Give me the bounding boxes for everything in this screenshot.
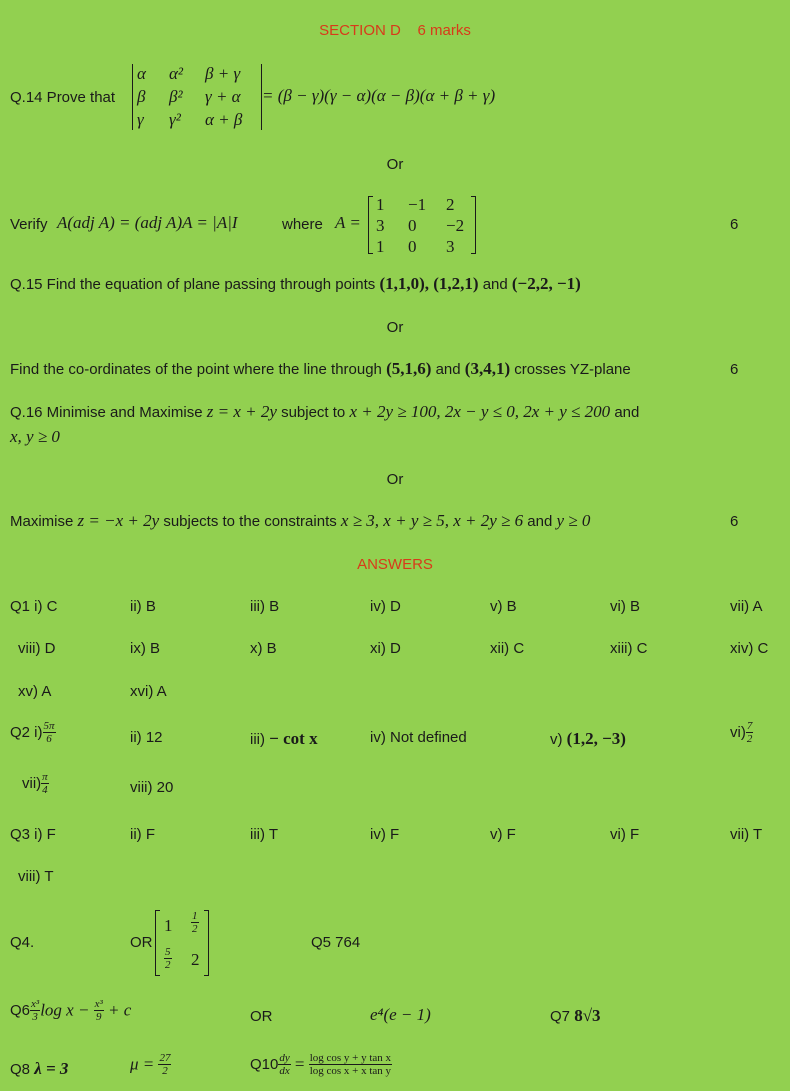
answer: xvi) A	[130, 683, 167, 700]
point: (1,2,1)	[433, 274, 479, 293]
answer-value: (1,2, −3)	[566, 729, 626, 748]
matrix-cell: 3	[376, 216, 385, 235]
fraction-den: 6	[46, 733, 52, 745]
fraction-den: log cos x + x tan y	[309, 1065, 392, 1077]
answer-value: 8√3	[574, 1006, 601, 1025]
q16-question	[10, 402, 639, 422]
q14-label: Q.14 Prove that	[10, 89, 116, 106]
matrix-cell: 2	[446, 195, 455, 214]
or-text: Or	[386, 471, 404, 488]
answer	[250, 729, 318, 749]
answer: vi) F	[610, 826, 640, 843]
answer-label: iii)	[250, 731, 265, 748]
answer-label: Q6	[10, 1002, 31, 1019]
answer	[10, 1059, 68, 1079]
det-cell: β	[137, 87, 146, 106]
and-text: and	[527, 513, 553, 530]
answer	[250, 1052, 392, 1077]
answer	[10, 998, 131, 1023]
matrix-cell	[164, 946, 172, 971]
matrix-cell: 1	[376, 195, 385, 214]
objective: z = x + 2y	[206, 402, 277, 421]
answer: Q3 i) F	[10, 826, 56, 843]
det-cell: β²	[169, 87, 183, 106]
fraction-num: dy	[279, 1052, 290, 1064]
matrix-cell: 3	[446, 237, 455, 256]
answer: xiii) C	[610, 640, 648, 657]
or-text: Or	[386, 156, 404, 173]
objective: z = −x + 2y	[77, 511, 160, 530]
answer: viii) T	[18, 868, 54, 885]
answer-label: Q8	[10, 1061, 31, 1078]
det-cell: γ + α	[205, 87, 241, 106]
matrix-cell: 1	[164, 916, 173, 935]
matrix-cell: 0	[408, 237, 417, 256]
marks: 6	[730, 216, 739, 233]
maximise-question	[10, 511, 780, 531]
fraction-den: 2	[192, 923, 198, 935]
answer-label: Q2 i)	[10, 724, 43, 741]
or-label: OR	[250, 1008, 273, 1025]
marks: 6	[730, 361, 739, 378]
answer-label: vii)	[22, 775, 42, 792]
answer: vi) B	[610, 598, 640, 615]
math-text: + c	[107, 1000, 132, 1020]
q16-constraint-nonneg: x, y ≥ 0	[10, 427, 60, 446]
fraction-den: 9	[95, 1011, 102, 1023]
answer: xi) D	[370, 640, 401, 657]
answer: Q4.	[10, 934, 35, 951]
answer: ii) B	[130, 598, 156, 615]
math-text: μ =	[130, 1054, 155, 1074]
answer	[22, 771, 49, 796]
q4-matrix	[155, 908, 209, 978]
answer	[130, 1052, 171, 1077]
answer: xii) C	[490, 640, 525, 657]
answer-label: Q10	[250, 1056, 279, 1073]
answer: viii) D	[18, 640, 56, 657]
fraction-num: 7	[746, 720, 753, 732]
verify-where: where	[282, 216, 323, 233]
point: (−2,2, −1)	[511, 274, 581, 293]
answer-value: λ = 3	[34, 1059, 69, 1078]
answer: viii) 20	[130, 779, 174, 796]
verify-label: Verify	[10, 216, 48, 233]
fraction-den: 2	[162, 1065, 168, 1077]
fraction-num: 27	[159, 1052, 171, 1064]
answer: v) B	[490, 598, 517, 615]
marks: 6	[730, 513, 739, 530]
q14-rhs: = (β − γ)(γ − α)(α − β)(α + β + γ)	[262, 86, 496, 105]
answer: iv) Not defined	[370, 729, 467, 746]
fraction-num: x³	[31, 998, 40, 1010]
answer-label: v)	[550, 731, 563, 748]
fraction-num: π	[42, 771, 48, 783]
fraction-den: 3	[32, 1011, 38, 1023]
matrix-cell: −2	[446, 216, 465, 235]
answer: ii) 12	[130, 729, 163, 746]
and-text: and	[435, 361, 461, 378]
answer: v) F	[490, 826, 516, 843]
answer	[550, 729, 626, 749]
verify-lhs: A =	[335, 213, 361, 232]
fraction-num: 5π	[43, 720, 55, 732]
answer: vii) T	[730, 826, 763, 843]
point: (1,1,0),	[379, 274, 430, 293]
fraction-num: log cos y + y tan x	[309, 1052, 392, 1064]
answer: ix) B	[130, 640, 160, 657]
det-cell: α	[137, 64, 146, 83]
fraction	[309, 1052, 392, 1077]
or-text: Or	[386, 319, 404, 336]
or-label: OR	[130, 934, 153, 951]
and-text: and	[614, 404, 640, 421]
q14-determinant	[132, 62, 262, 132]
answer: xiv) C	[730, 640, 769, 657]
math-text: =	[294, 1054, 305, 1074]
answers-title: ANSWERS	[357, 556, 433, 573]
fraction-den: dx	[279, 1065, 290, 1077]
fraction	[278, 1052, 290, 1077]
and-text: and	[482, 276, 508, 293]
point: (5,1,6)	[386, 359, 432, 378]
matrix-cell: 0	[408, 216, 417, 235]
answer-value: e⁴(e − 1)	[370, 1005, 431, 1024]
fraction-num: 5	[165, 946, 171, 958]
answer	[550, 1006, 601, 1026]
answer-value: − cot x	[269, 729, 318, 748]
fraction	[94, 998, 104, 1023]
constraints: y ≥ 0	[556, 511, 591, 530]
answer: Q1 i) C	[10, 598, 58, 615]
point: (3,4,1)	[464, 359, 511, 378]
line-text: Find the co-ordinates of the point where the line through	[10, 361, 382, 378]
det-cell: α²	[169, 64, 184, 83]
matrix-cell: 1	[376, 237, 385, 256]
answer: iv) D	[370, 598, 401, 615]
q16-text: subject to	[281, 404, 346, 421]
matrix-cell: −1	[408, 195, 427, 214]
max-text: subjects to the constraints	[163, 513, 337, 530]
verify-expr: A(adj A) = (adj A)A = |A|I	[57, 213, 238, 232]
answer: ii) F	[130, 826, 155, 843]
verify-question	[10, 194, 780, 256]
fraction-num: x³	[94, 998, 103, 1010]
answer	[10, 720, 56, 745]
det-cell: γ	[137, 110, 144, 129]
fraction	[158, 1052, 171, 1077]
det-cell: α + β	[205, 110, 243, 129]
answer: iv) F	[370, 826, 400, 843]
det-cell: γ²	[169, 110, 181, 129]
max-text: Maximise	[10, 513, 74, 530]
q15-text: Q.15 Find the equation of plane passing through points	[10, 276, 376, 293]
math-text: log x −	[40, 1000, 90, 1020]
matrix-cell: 2	[191, 950, 200, 969]
det-cell: β + γ	[205, 64, 241, 83]
constraints: x ≥ 3, x + y ≥ 5, x + 2y ≥ 6	[340, 511, 524, 530]
answer: x) B	[250, 640, 277, 657]
section-title: SECTION D 6 marks	[319, 22, 471, 39]
answer-label: Q7	[550, 1008, 571, 1025]
fraction	[41, 771, 49, 796]
constraints: x + 2y ≥ 100, 2x − y ≤ 0, 2x + y ≤ 200	[349, 402, 611, 421]
verify-matrix	[368, 194, 476, 256]
answer: vii) A	[730, 598, 763, 615]
answer: Q5 764	[311, 934, 361, 951]
answer-label: vi)	[730, 724, 746, 741]
line-question	[10, 359, 780, 379]
fraction-num: 1	[192, 910, 198, 922]
answer: iii) T	[250, 826, 279, 843]
fraction	[30, 998, 40, 1023]
q16-text: Q.16 Minimise and Maximise	[10, 404, 203, 421]
q15-question	[10, 274, 581, 294]
fraction	[746, 720, 754, 745]
fraction-den: 4	[42, 784, 48, 796]
answer: iii) B	[250, 598, 280, 615]
fraction-den: 2	[165, 959, 171, 971]
fraction-den: 2	[746, 733, 753, 745]
fraction	[43, 720, 56, 745]
matrix-cell	[191, 910, 199, 935]
line-text: crosses YZ-plane	[514, 361, 631, 378]
answer	[730, 720, 753, 745]
answer: xv) A	[18, 683, 52, 700]
